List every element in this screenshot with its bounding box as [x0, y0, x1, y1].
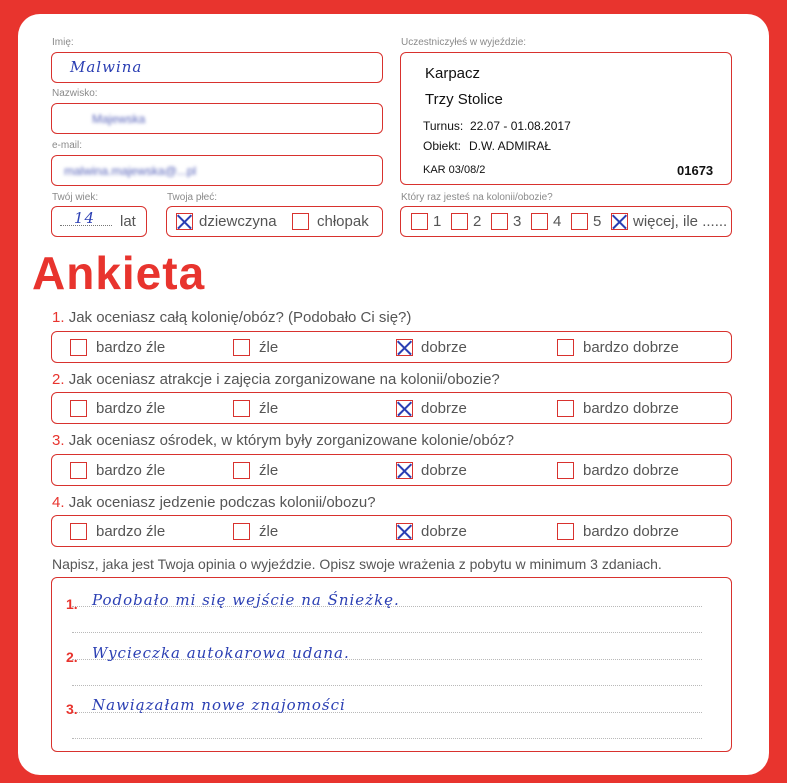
times-1-checkbox[interactable] [411, 213, 428, 230]
q3-very-good-checkbox[interactable] [557, 462, 574, 479]
name-label: Imię: [52, 37, 74, 48]
q4-bad-checkbox[interactable] [233, 523, 250, 540]
q4-good-checkbox[interactable] [396, 523, 413, 540]
question-1-options [51, 331, 732, 363]
trip-code: KAR 03/08/2 [423, 164, 486, 176]
opinion-3-number: 3. [66, 701, 78, 717]
q2-very-good-label: bardzo dobrze [583, 400, 679, 417]
q3-good-checkbox[interactable] [396, 462, 413, 479]
q3-bad-checkbox[interactable] [233, 462, 250, 479]
question-1-number: 1. [52, 309, 65, 326]
form-number: 01673 [677, 163, 714, 178]
question-2-options [51, 392, 732, 424]
q3-bad-label: źle [259, 462, 279, 479]
obiekt-label: Obiekt: [423, 139, 462, 153]
gender-girl-label: dziewczyna [199, 213, 277, 230]
times-3-label: 3 [513, 213, 522, 230]
opinion-line [72, 685, 702, 686]
question-3-number: 3. [52, 432, 65, 449]
question-1 [52, 309, 411, 326]
question-4 [52, 494, 376, 511]
question-2 [52, 371, 500, 388]
question-3-text: Jak oceniasz ośrodek, w którym były zorganizowane kolonie/obóz? [68, 432, 514, 449]
q3-very-bad-checkbox[interactable] [70, 462, 87, 479]
q1-very-good-checkbox[interactable] [557, 339, 574, 356]
age-value: 14 [74, 209, 96, 227]
q2-very-good-checkbox[interactable] [557, 400, 574, 417]
times-5-label: 5 [593, 213, 602, 230]
q4-very-bad-label: bardzo źle [96, 523, 166, 540]
q1-very-good-label: bardzo dobrze [583, 339, 679, 356]
surname-field[interactable] [51, 103, 383, 134]
opinion-prompt: Napisz, jaka jest Twoja opinia o wyjeździe. Opisz swoje wrażenia z pobytu w minimum 3 zdaniach. [52, 556, 662, 572]
question-4-number: 4. [52, 494, 65, 511]
opinion-2-text: Wycieczka autokarowa udana. [92, 644, 350, 662]
q1-good-label: dobrze [421, 339, 467, 356]
gender-label: Twoja płeć: [167, 192, 218, 203]
q1-bad-label: źle [259, 339, 279, 356]
q1-good-checkbox[interactable] [396, 339, 413, 356]
obiekt-value: D.W. ADMIRAŁ [469, 139, 552, 153]
q4-very-good-label: bardzo dobrze [583, 523, 679, 540]
opinion-2-number: 2. [66, 649, 78, 665]
question-4-options [51, 515, 732, 547]
gender-girl-checkbox[interactable] [176, 213, 193, 230]
q2-bad-label: źle [259, 400, 279, 417]
question-4-text: Jak oceniasz jedzenie podczas kolonii/obozu? [68, 494, 376, 511]
turnus-value: 22.07 - 01.08.2017 [470, 119, 571, 133]
age-field[interactable] [51, 206, 147, 237]
survey-title: Ankieta [32, 247, 206, 299]
q1-very-bad-label: bardzo źle [96, 339, 166, 356]
times-2-label: 2 [473, 213, 482, 230]
opinion-1-number: 1. [66, 596, 78, 612]
q4-very-good-checkbox[interactable] [557, 523, 574, 540]
gender-field [166, 206, 383, 237]
trip-box [400, 52, 732, 185]
name-field[interactable] [51, 52, 383, 83]
times-field [400, 206, 732, 237]
times-5-checkbox[interactable] [571, 213, 588, 230]
email-value-redacted: malwina.majewska@...pl [64, 164, 197, 178]
trip-place: Karpacz [425, 65, 481, 82]
question-1-text: Jak oceniasz całą kolonię/obóz? (Podobało Ci się?) [68, 309, 412, 326]
q1-very-bad-checkbox[interactable] [70, 339, 87, 356]
q2-very-bad-checkbox[interactable] [70, 400, 87, 417]
times-4-label: 4 [553, 213, 562, 230]
times-2-checkbox[interactable] [451, 213, 468, 230]
q2-bad-checkbox[interactable] [233, 400, 250, 417]
q4-very-bad-checkbox[interactable] [70, 523, 87, 540]
times-more-label: więcej, ile ...... [633, 213, 728, 230]
email-field[interactable] [51, 155, 383, 186]
q2-very-bad-label: bardzo źle [96, 400, 166, 417]
question-2-text: Jak oceniasz atrakcje i zajęcia zorganizowane na kolonii/obozie? [68, 371, 500, 388]
times-more-checkbox[interactable] [611, 213, 628, 230]
q3-good-label: dobrze [421, 462, 467, 479]
age-unit: lat [120, 213, 136, 230]
q3-very-bad-label: bardzo źle [96, 462, 166, 479]
q2-good-label: dobrze [421, 400, 467, 417]
q4-bad-label: źle [259, 523, 279, 540]
surname-value-redacted: Majewska [92, 112, 146, 126]
q3-very-good-label: bardzo dobrze [583, 462, 679, 479]
q1-bad-checkbox[interactable] [233, 339, 250, 356]
gender-boy-label: chłopak [317, 213, 369, 230]
trip-hotel-name: Trzy Stolice [425, 91, 503, 108]
email-label: e-mail: [52, 140, 83, 151]
times-3-checkbox[interactable] [491, 213, 508, 230]
turnus-label: Turnus: [423, 119, 464, 133]
times-label: Który raz jesteś na kolonii/obozie? [401, 192, 553, 203]
surname-label: Nazwisko: [52, 88, 98, 99]
opinion-line [72, 632, 702, 633]
opinion-line [72, 738, 702, 739]
question-3 [52, 432, 514, 449]
name-value: Malwina [70, 58, 143, 76]
times-4-checkbox[interactable] [531, 213, 548, 230]
times-1-label: 1 [433, 213, 442, 230]
trip-label: Uczestniczyłeś w wyjeździe: [401, 37, 527, 48]
gender-boy-checkbox[interactable] [292, 213, 309, 230]
question-2-number: 2. [52, 371, 65, 388]
question-3-options [51, 454, 732, 486]
q4-good-label: dobrze [421, 523, 467, 540]
opinion-3-text: Nawiązałam nowe znajomości [92, 696, 346, 714]
opinion-1-text: Podobało mi się wejście na Śnieżkę. [92, 591, 400, 609]
age-label: Twój wiek: [52, 192, 99, 203]
q2-good-checkbox[interactable] [396, 400, 413, 417]
